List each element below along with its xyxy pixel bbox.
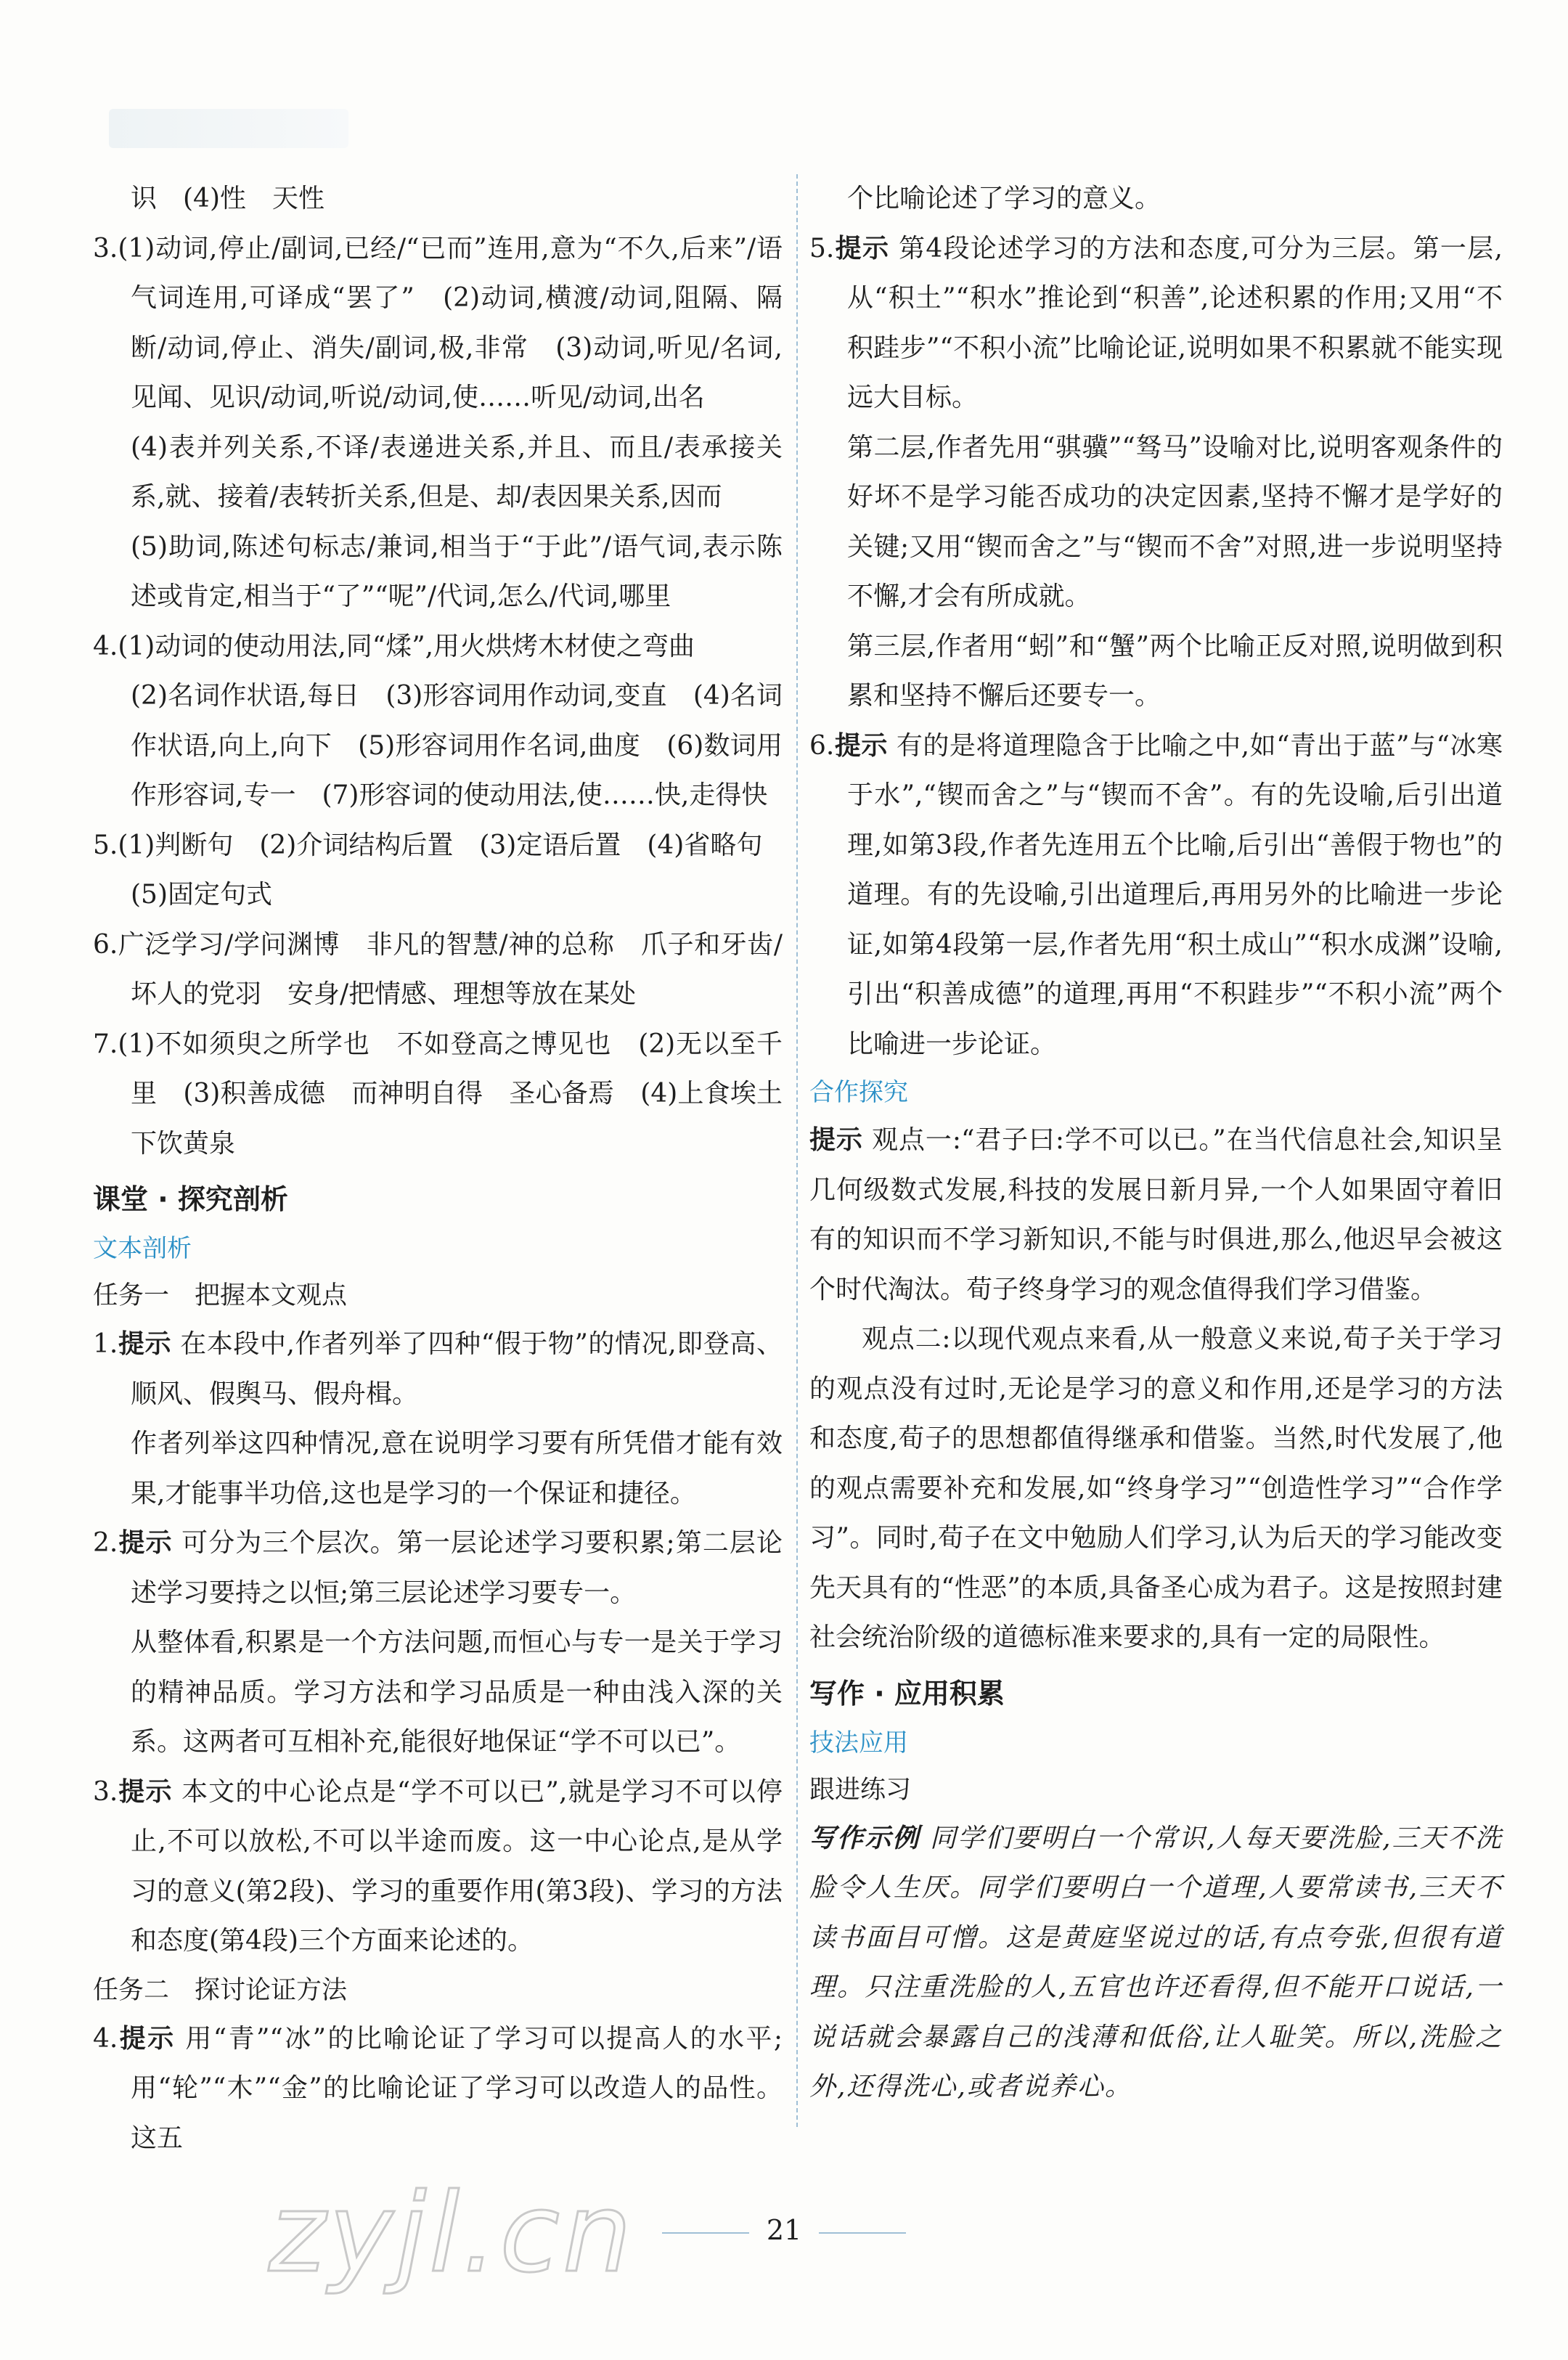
left-column xyxy=(93,174,809,2193)
footer-rule-left xyxy=(662,2232,749,2234)
subsection-title: 合作探究 xyxy=(809,1078,908,1107)
text-line: 4.(1)动词的使动用法,同“煣”,用火烘烤木材使之弯曲 xyxy=(93,631,695,661)
text-line: 7.(1)不如须臾之所学也 不如登高之博见也 (2)无以至千里 (3)积善成德 而神明自得 圣心备焉 (4)上食埃土 下饮黄泉 xyxy=(93,1029,809,1159)
answer-text: 在本段中,作者列举了四种“假于物”的情况,即登高、顺风、假舆马、假舟楫。 xyxy=(131,1329,783,1409)
watermark: zyjl.cn xyxy=(269,2171,635,2297)
hint-label: 提示 xyxy=(118,1329,172,1359)
subsection-title: 技法应用 xyxy=(809,1728,908,1757)
footer-rule-right xyxy=(819,2232,906,2234)
text-line: 识 (4)性 天性 xyxy=(131,184,324,213)
section-title: 写作 · 应用积累 xyxy=(809,1677,1005,1710)
text-line: 个比喻论述了学习的意义。 xyxy=(847,184,1161,213)
text-line: 观点二:以现代观点来看,从一般意义来说,荀子关于学习的观点没有过时,无论是学习的意义和作用,还是学习的方法和态度,荀子的思想都值得继承和借鉴。当然,时代发展了,他的观点需要补充和发展,如“终身学习”“创造性学习”“合作学习”。同时,荀子在文中勉励人们学习,认为后天的学习能改变先天具有的“性恶”的本质,具备圣心成为君子。这是按照封建社会统治阶级的道德标准来要求的,具有一定的局限性。 xyxy=(809,1324,1503,1652)
text-line: 第二层,作者先用“骐骥”“驽马”设喻对比,说明客观条件的好坏不是学习能否成功的决定因素,坚持不懈才是学好的关键;又用“锲而舍之”与“锲而不舍”对照,进一步说明坚持不懈,才会有所成就。 xyxy=(847,432,1503,611)
column-divider xyxy=(796,174,798,2127)
right-column xyxy=(809,174,1503,2193)
text-line: (5)固定句式 xyxy=(131,880,272,910)
text-line xyxy=(809,722,1503,1070)
text-line: (4)表并列关系,不译/表递进关系,并且、而且/表承接关系,就、接着/表转折关系,但是、却/表因果关系,因而 xyxy=(131,432,783,512)
text-line: 作者列举这四种情况,意在说明学习要有所凭借才能有效果,才能事半功倍,这也是学习的一个保证和捷径。 xyxy=(131,1429,783,1508)
text-line: 5.(1)判断句 (2)介词结构后置 (3)定语后置 (4)省略句 xyxy=(93,830,763,860)
answer-text: 第4段论述学习的方法和态度,可分为三层。第一层,从“积土”“积水”推论到“积善”,论述积累的作用;又用“不积跬步”“不积小流”比喻论证,说明如果不积累就不能实现远大目标。 xyxy=(847,233,1503,412)
item-number: 4. xyxy=(93,2023,118,2054)
text-line xyxy=(93,2014,783,2164)
task-heading: 任务二 探讨论证方法 xyxy=(93,1975,348,2005)
subsection-title: 文本剖析 xyxy=(93,1234,192,1263)
hint-label: 提示 xyxy=(834,730,888,761)
task-heading: 跟进练习 xyxy=(809,1775,912,1805)
item-number: 2. xyxy=(93,1528,118,1558)
answer-text: 观点一:“君子曰:学不可以已。”在当代信息社会,知识呈几何级数式发展,科技的发展日新月异,一个人如果固守着旧有的知识而不学习新知识,不能与时俱进,那么,他迟早会被这个时代淘汰。荀子终身学习的观念值得我们学习借鉴。 xyxy=(809,1125,1503,1304)
header-banner xyxy=(109,109,348,148)
hint-label: 提示 xyxy=(118,1528,173,1558)
hint-label: 提示 xyxy=(834,233,890,264)
item-number: 6. xyxy=(809,730,835,761)
text-line xyxy=(93,1768,783,1967)
text-line xyxy=(809,224,1503,423)
hint-label: 提示 xyxy=(118,1776,173,1807)
hint-label: 提示 xyxy=(809,1125,863,1155)
text-line: 从整体看,积累是一个方法问题,而恒心与专一是关于学习的精神品质。学习方法和学习品质是一种由浅入深的关系。这两者可互相补充,能很好地保证“学不可以已”。 xyxy=(131,1628,783,1757)
answer-text: 同学们要明白一个常识,人每天要洗脸,三天不洗脸令人生厌。同学们要明白一个道理,人要常读书,三天不读书面目可憎。这是黄庭坚说过的话,有点夸张,但很有道理。只注重洗脸的人,五官也许还看得,但不能开口说话,一说话就会暴露自己的浅薄和低俗,让人耻笑。所以,洗脸之外,还得洗心,或者说养心。 xyxy=(809,1823,1503,2102)
answer-text: 用“青”“冰”的比喻论证了学习可以提高人的水平;用“轮”“木”“金”的比喻论证了学习可以改造人的品性。这五 xyxy=(131,2023,783,2153)
hint-label: 提示 xyxy=(118,2023,176,2054)
page-number: 21 xyxy=(766,2214,802,2246)
page-number-footer xyxy=(0,2214,1568,2246)
answer-text: 本文的中心论点是“学不可以已”,就是学习不可以停止,不可以放松,不可以半途而废。这一中心论点,是从学习的意义(第2段)、学习的重要作用(第3段)、学习的方法和态度(第4段)三个方面来论述的。 xyxy=(131,1776,783,1956)
answer-text: 有的是将道理隐含于比喻之中,如“青出于蓝”与“冰寒于水”,“锲而舍之”与“锲而不舍”。有的先设喻,后引出道理,如第3段,作者先连用五个比喻,后引出“善假于物也”的道理。有的先设喻,引出道理后,再用另外的比喻进一步论证,如第4段第一层,作者先用“积土成山”“积水成渊”设喻,引出“积善成德”的道理,再用“不积跬步”“不积小流”两个比喻进一步论证。 xyxy=(847,730,1503,1059)
item-number: 1. xyxy=(93,1329,118,1359)
text-line xyxy=(809,1814,1503,2112)
text-line: 6.广泛学习/学问渊博 非凡的智慧/神的总称 爪子和牙齿/坏人的党羽 安身/把情感、理想等放在某处 xyxy=(93,929,783,1009)
item-number: 5. xyxy=(809,233,835,264)
text-line: 3.(1)动词,停止/副词,已经/“已而”连用,意为“不久,后来”/语气词连用,可译成“罢了” (2)动词,横渡/动词,阻隔、隔断/动词,停止、消失/副词,极,非常 (3)动词,听见/名词,见闻、见识/动词,听说/动词,使……听见/动词,出名 xyxy=(93,233,783,412)
hint-label: 写作示例 xyxy=(809,1823,920,1853)
task-heading: 任务一 把握本文观点 xyxy=(93,1281,348,1310)
section-title: 课堂 · 探究剖析 xyxy=(93,1183,288,1215)
text-line: (2)名词作状语,每日 (3)形容词用作动词,变直 (4)名词作状语,向上,向下 (5)形容词用作名词,曲度 (6)数词用作形容词,专一 (7)形容词的使动用法,使……快,走得快 xyxy=(131,681,783,810)
text-line xyxy=(93,1320,783,1419)
text-line xyxy=(809,1116,1503,1315)
item-number: 3. xyxy=(93,1776,118,1807)
text-line: (5)助词,陈述句标志/兼词,相当于“于此”/语气词,表示陈述或肯定,相当于“了”“呢”/代词,怎么/代词,哪里 xyxy=(131,531,783,611)
text-line xyxy=(93,1519,783,1618)
answer-text: 可分为三个层次。第一层论述学习要积累;第二层论述学习要持之以恒;第三层论述学习要专一。 xyxy=(131,1528,783,1608)
text-line: 第三层,作者用“蚓”和“蟹”两个比喻正反对照,说明做到积累和坚持不懈后还要专一。 xyxy=(847,631,1503,711)
